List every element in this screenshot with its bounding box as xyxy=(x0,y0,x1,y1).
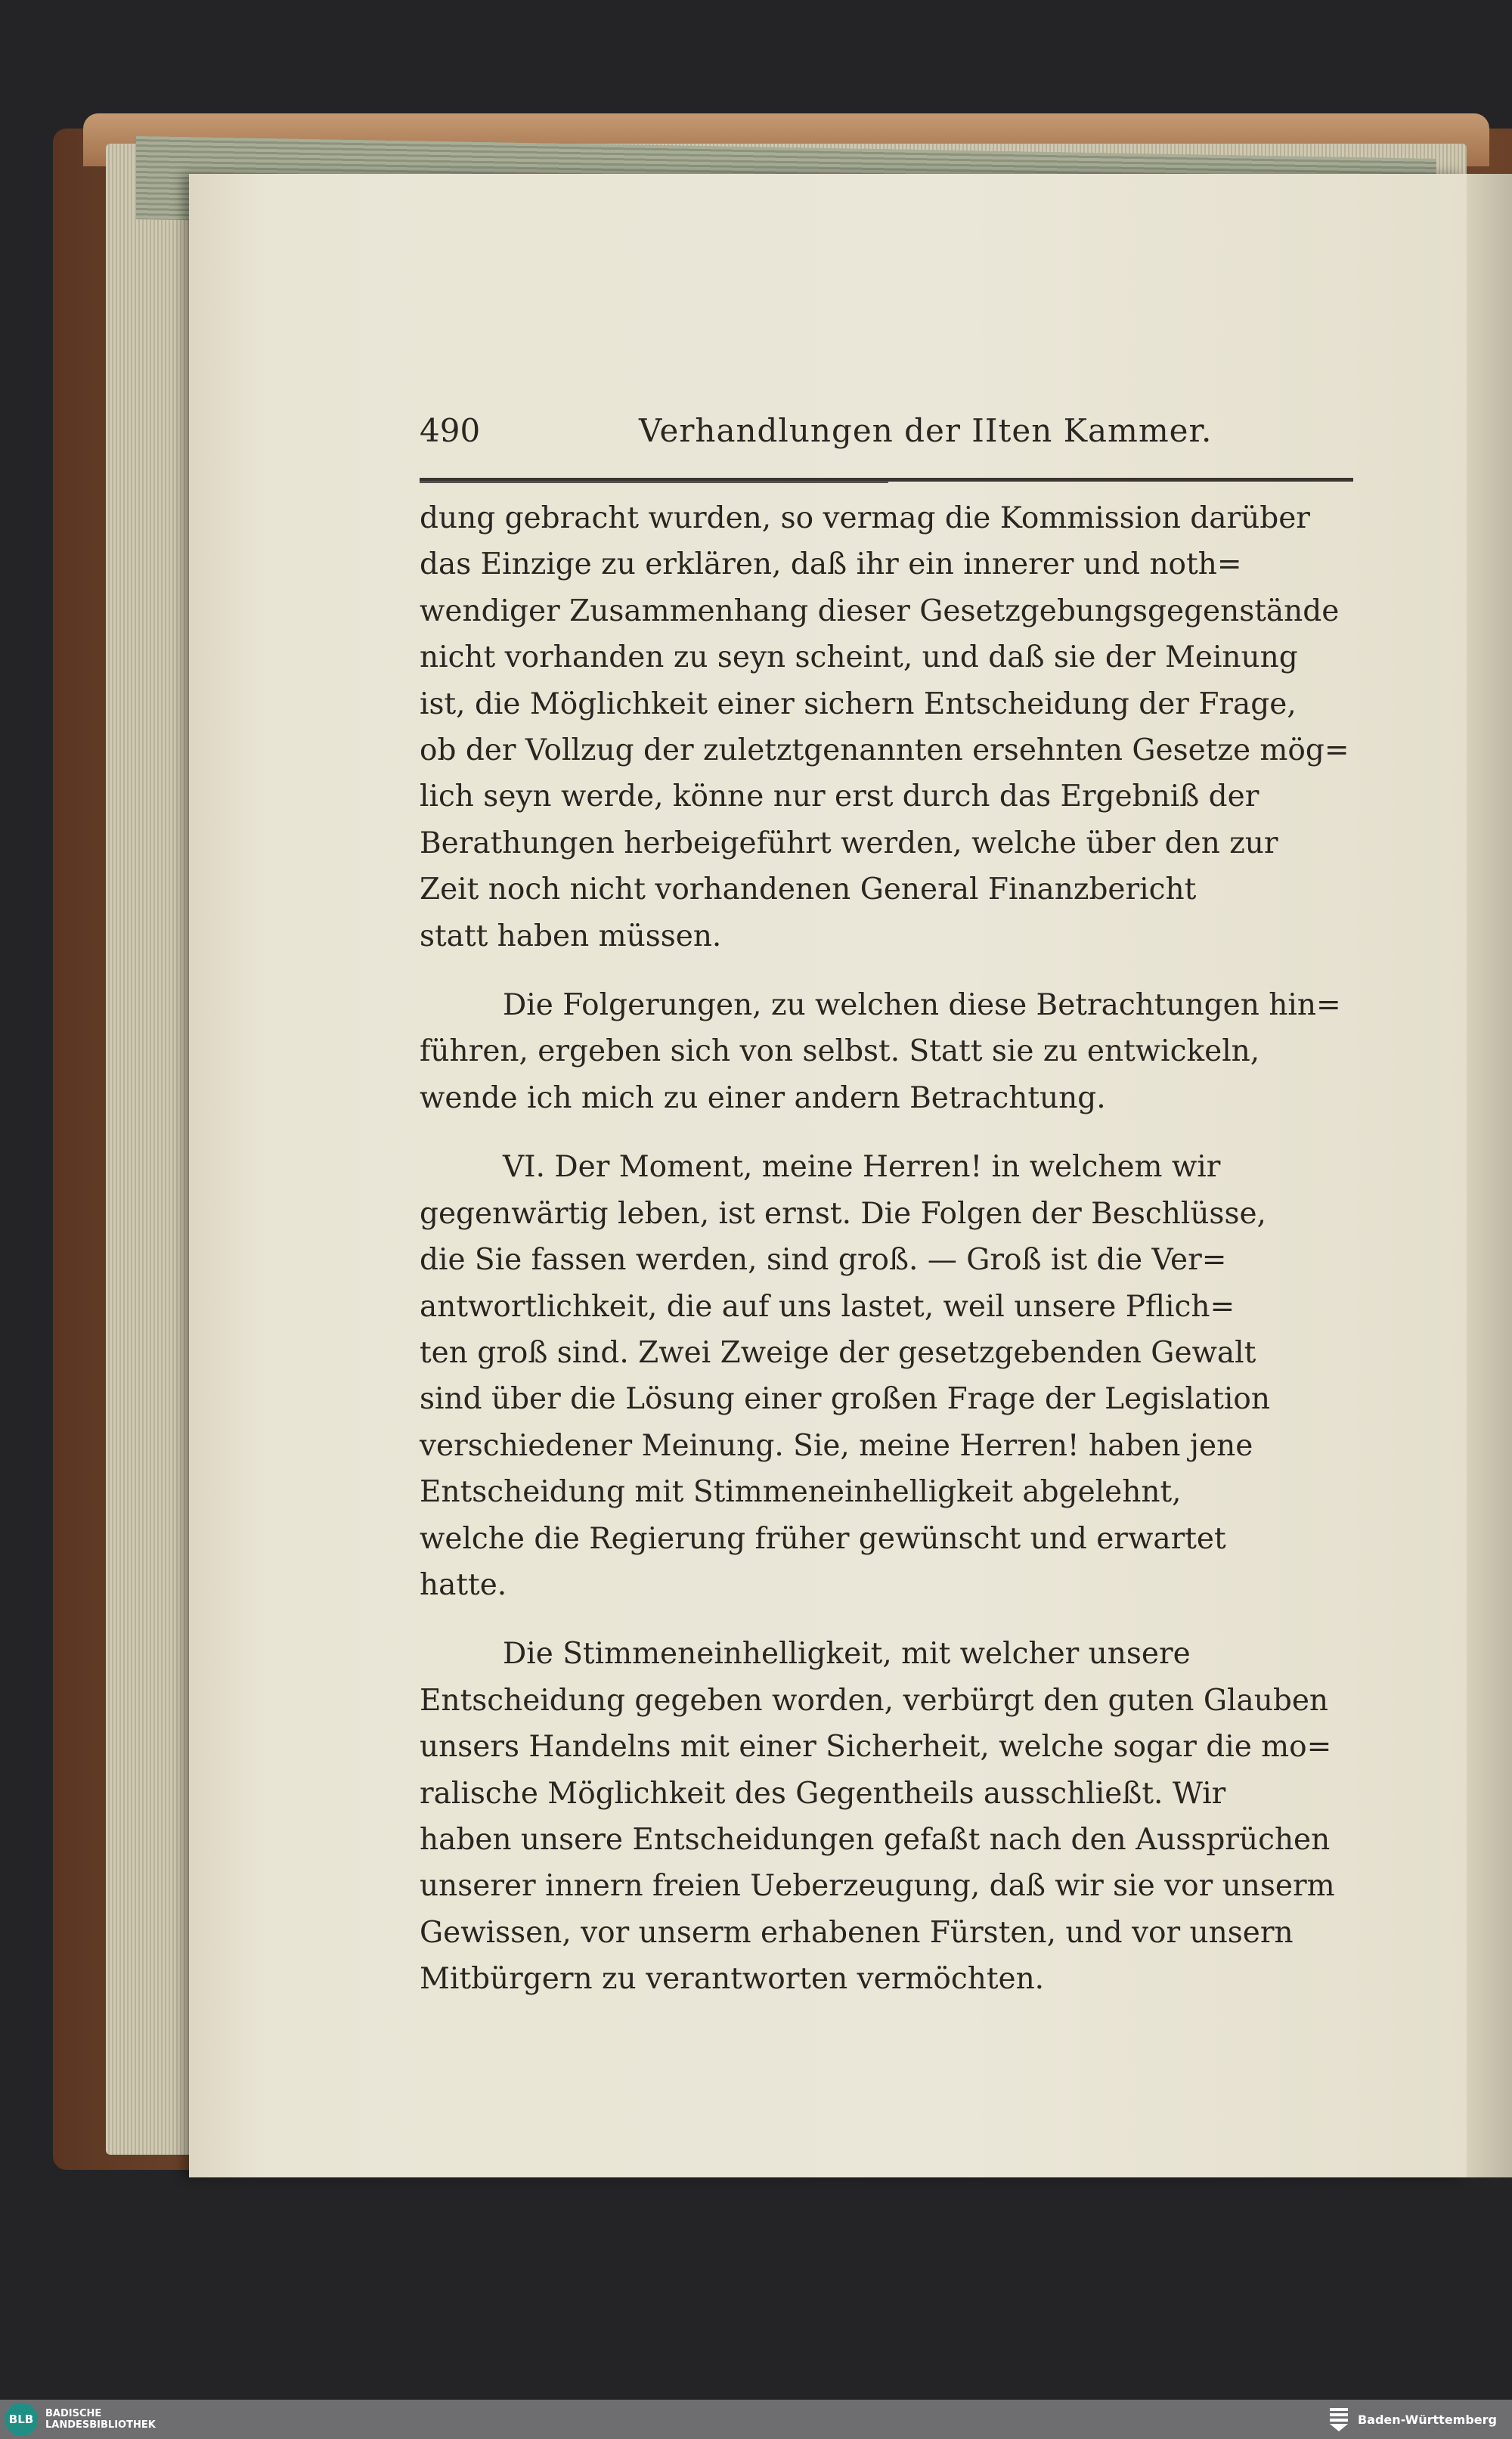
baden-wuerttemberg-crest-icon xyxy=(1328,2406,1350,2432)
blb-name xyxy=(45,2408,156,2431)
text-line: antwortlichkeit, die auf uns lastet, weil unsere Pflich= xyxy=(420,1289,1235,1324)
page-edge-right xyxy=(1467,174,1512,2177)
text-line: Entscheidung mit Stimmeneinhelligkeit abgelehnt, xyxy=(420,1475,1182,1510)
running-title: Verhandlungen der IIten Kammer. xyxy=(639,412,1213,449)
text-line: Zeit noch nicht vorhandenen General Finanzbericht xyxy=(420,872,1197,907)
text-line: die Sie fassen werden, sind groß. — Groß ist die Ver= xyxy=(420,1243,1227,1278)
text-line: lich seyn werde, könne nur erst durch das Ergebniß der xyxy=(420,779,1259,814)
blb-logo-icon: BLB xyxy=(5,2403,38,2436)
text-line: sind über die Lösung einer großen Frage der Legislation xyxy=(420,1382,1270,1417)
footer-bar xyxy=(0,2400,1512,2439)
text-line: welche die Regierung früher gewünscht und erwartet xyxy=(420,1521,1226,1556)
blb-branding[interactable] xyxy=(0,2400,156,2439)
blb-name-line2: LANDESBIBLIOTHEK xyxy=(45,2419,156,2431)
bw-branding[interactable] xyxy=(1328,2400,1497,2439)
head-rule-thin xyxy=(420,481,888,483)
bw-label: Baden-Württemberg xyxy=(1357,2412,1497,2427)
paragraph-4 xyxy=(420,1631,1353,2002)
text-line: Mitbürgern zu verantworten vermöchten. xyxy=(420,1962,1045,1997)
text-line: ist, die Möglichkeit einer sichern Entscheidung der Frage, xyxy=(420,686,1297,721)
text-line: das Einzige zu erklären, daß ihr ein innerer und noth= xyxy=(420,547,1242,582)
text-line: wende ich mich zu einer andern Betrachtung. xyxy=(420,1080,1106,1115)
text-line: führen, ergeben sich von selbst. Statt sie zu entwickeln, xyxy=(420,1034,1260,1069)
text-line: nicht vorhanden zu seyn scheint, und daß sie der Meinung xyxy=(420,640,1298,675)
text-line: wendiger Zusammenhang dieser Gesetzgebungsgegenstände xyxy=(420,593,1340,628)
text-line: gegenwärtig leben, ist ernst. Die Folgen der Beschlüsse, xyxy=(420,1196,1266,1231)
text-line: haben unsere Entscheidungen gefaßt nach den Aussprüchen xyxy=(420,1822,1331,1857)
paragraph-1 xyxy=(420,495,1353,959)
paragraph-2 xyxy=(420,982,1353,1121)
text-line: Entscheidung gegeben worden, verbürgt den guten Glauben xyxy=(420,1683,1329,1718)
text-line: unserer innern freien Ueberzeugung, daß wir sie vor unserm xyxy=(420,1869,1335,1904)
text-line: ten groß sind. Zwei Zweige der gesetzgebenden Gewalt xyxy=(420,1335,1256,1370)
page-text xyxy=(420,495,1353,2003)
text-line: ralische Möglichkeit des Gegentheils ausschließt. Wir xyxy=(420,1776,1226,1811)
text-line: Die Stimmeneinhelligkeit, mit welcher unsere xyxy=(503,1637,1191,1672)
running-head xyxy=(420,412,1353,457)
blb-name-line1: BADISCHE xyxy=(45,2408,102,2419)
text-line: Die Folgerungen, zu welchen diese Betrachtungen hin= xyxy=(503,988,1341,1023)
text-line: Berathungen herbeigeführt werden, welche über den zur xyxy=(420,826,1278,860)
text-line: verschiedener Meinung. Sie, meine Herren! haben jene xyxy=(420,1428,1253,1463)
page-number: 490 xyxy=(420,412,481,449)
text-line: statt haben müssen. xyxy=(420,919,722,953)
text-line: hatte. xyxy=(420,1567,507,1602)
text-line: Gewissen, vor unserm erhabenen Fürsten, und vor unsern xyxy=(420,1915,1294,1950)
text-line: unsers Handelns mit einer Sicherheit, welche sogar die mo= xyxy=(420,1730,1332,1765)
text-line: dung gebracht wurden, so vermag die Kommission darüber xyxy=(420,501,1310,535)
text-line: VI. Der Moment, meine Herren! in welchem wir xyxy=(503,1150,1221,1185)
text-line: ob der Vollzug der zuletztgenannten ersehnten Gesetze mög= xyxy=(420,733,1349,768)
paragraph-3 xyxy=(420,1144,1353,1608)
